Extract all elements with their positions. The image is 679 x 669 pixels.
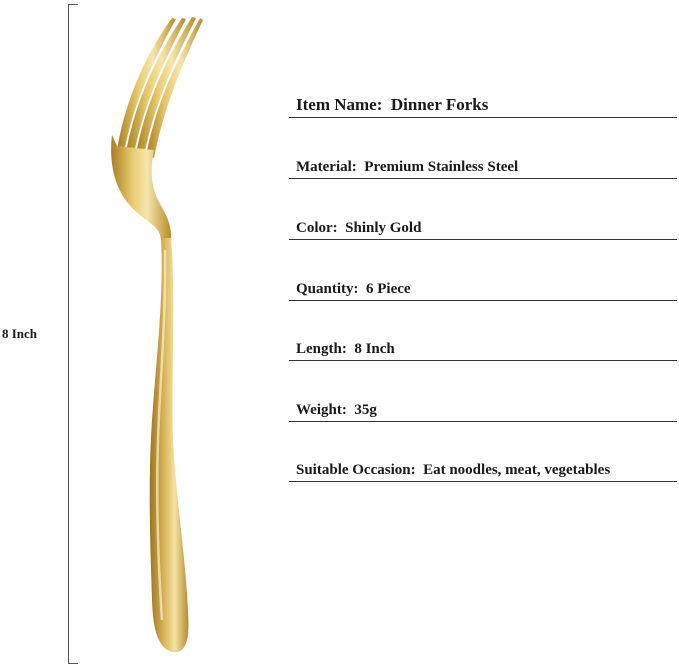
spec-item-name: Item Name: Dinner Forks bbox=[289, 96, 677, 118]
spec-quantity: Quantity: 6 Piece bbox=[289, 279, 677, 301]
spec-suitable-occasion: Suitable Occasion: Eat noodles, meat, vegetables bbox=[289, 460, 677, 482]
fork-handle bbox=[150, 238, 189, 652]
spec-material: Material: Premium Stainless Steel bbox=[289, 157, 677, 179]
fork-head bbox=[111, 135, 171, 240]
fork-tine bbox=[136, 17, 196, 156]
spec-length: Length: 8 Inch bbox=[289, 339, 677, 361]
spec-color: Color: Shinly Gold bbox=[289, 218, 677, 240]
spec-weight: Weight: 35g bbox=[289, 400, 677, 422]
dimension-label: 8 Inch bbox=[2, 326, 38, 341]
gold-fork-image bbox=[0, 0, 260, 669]
